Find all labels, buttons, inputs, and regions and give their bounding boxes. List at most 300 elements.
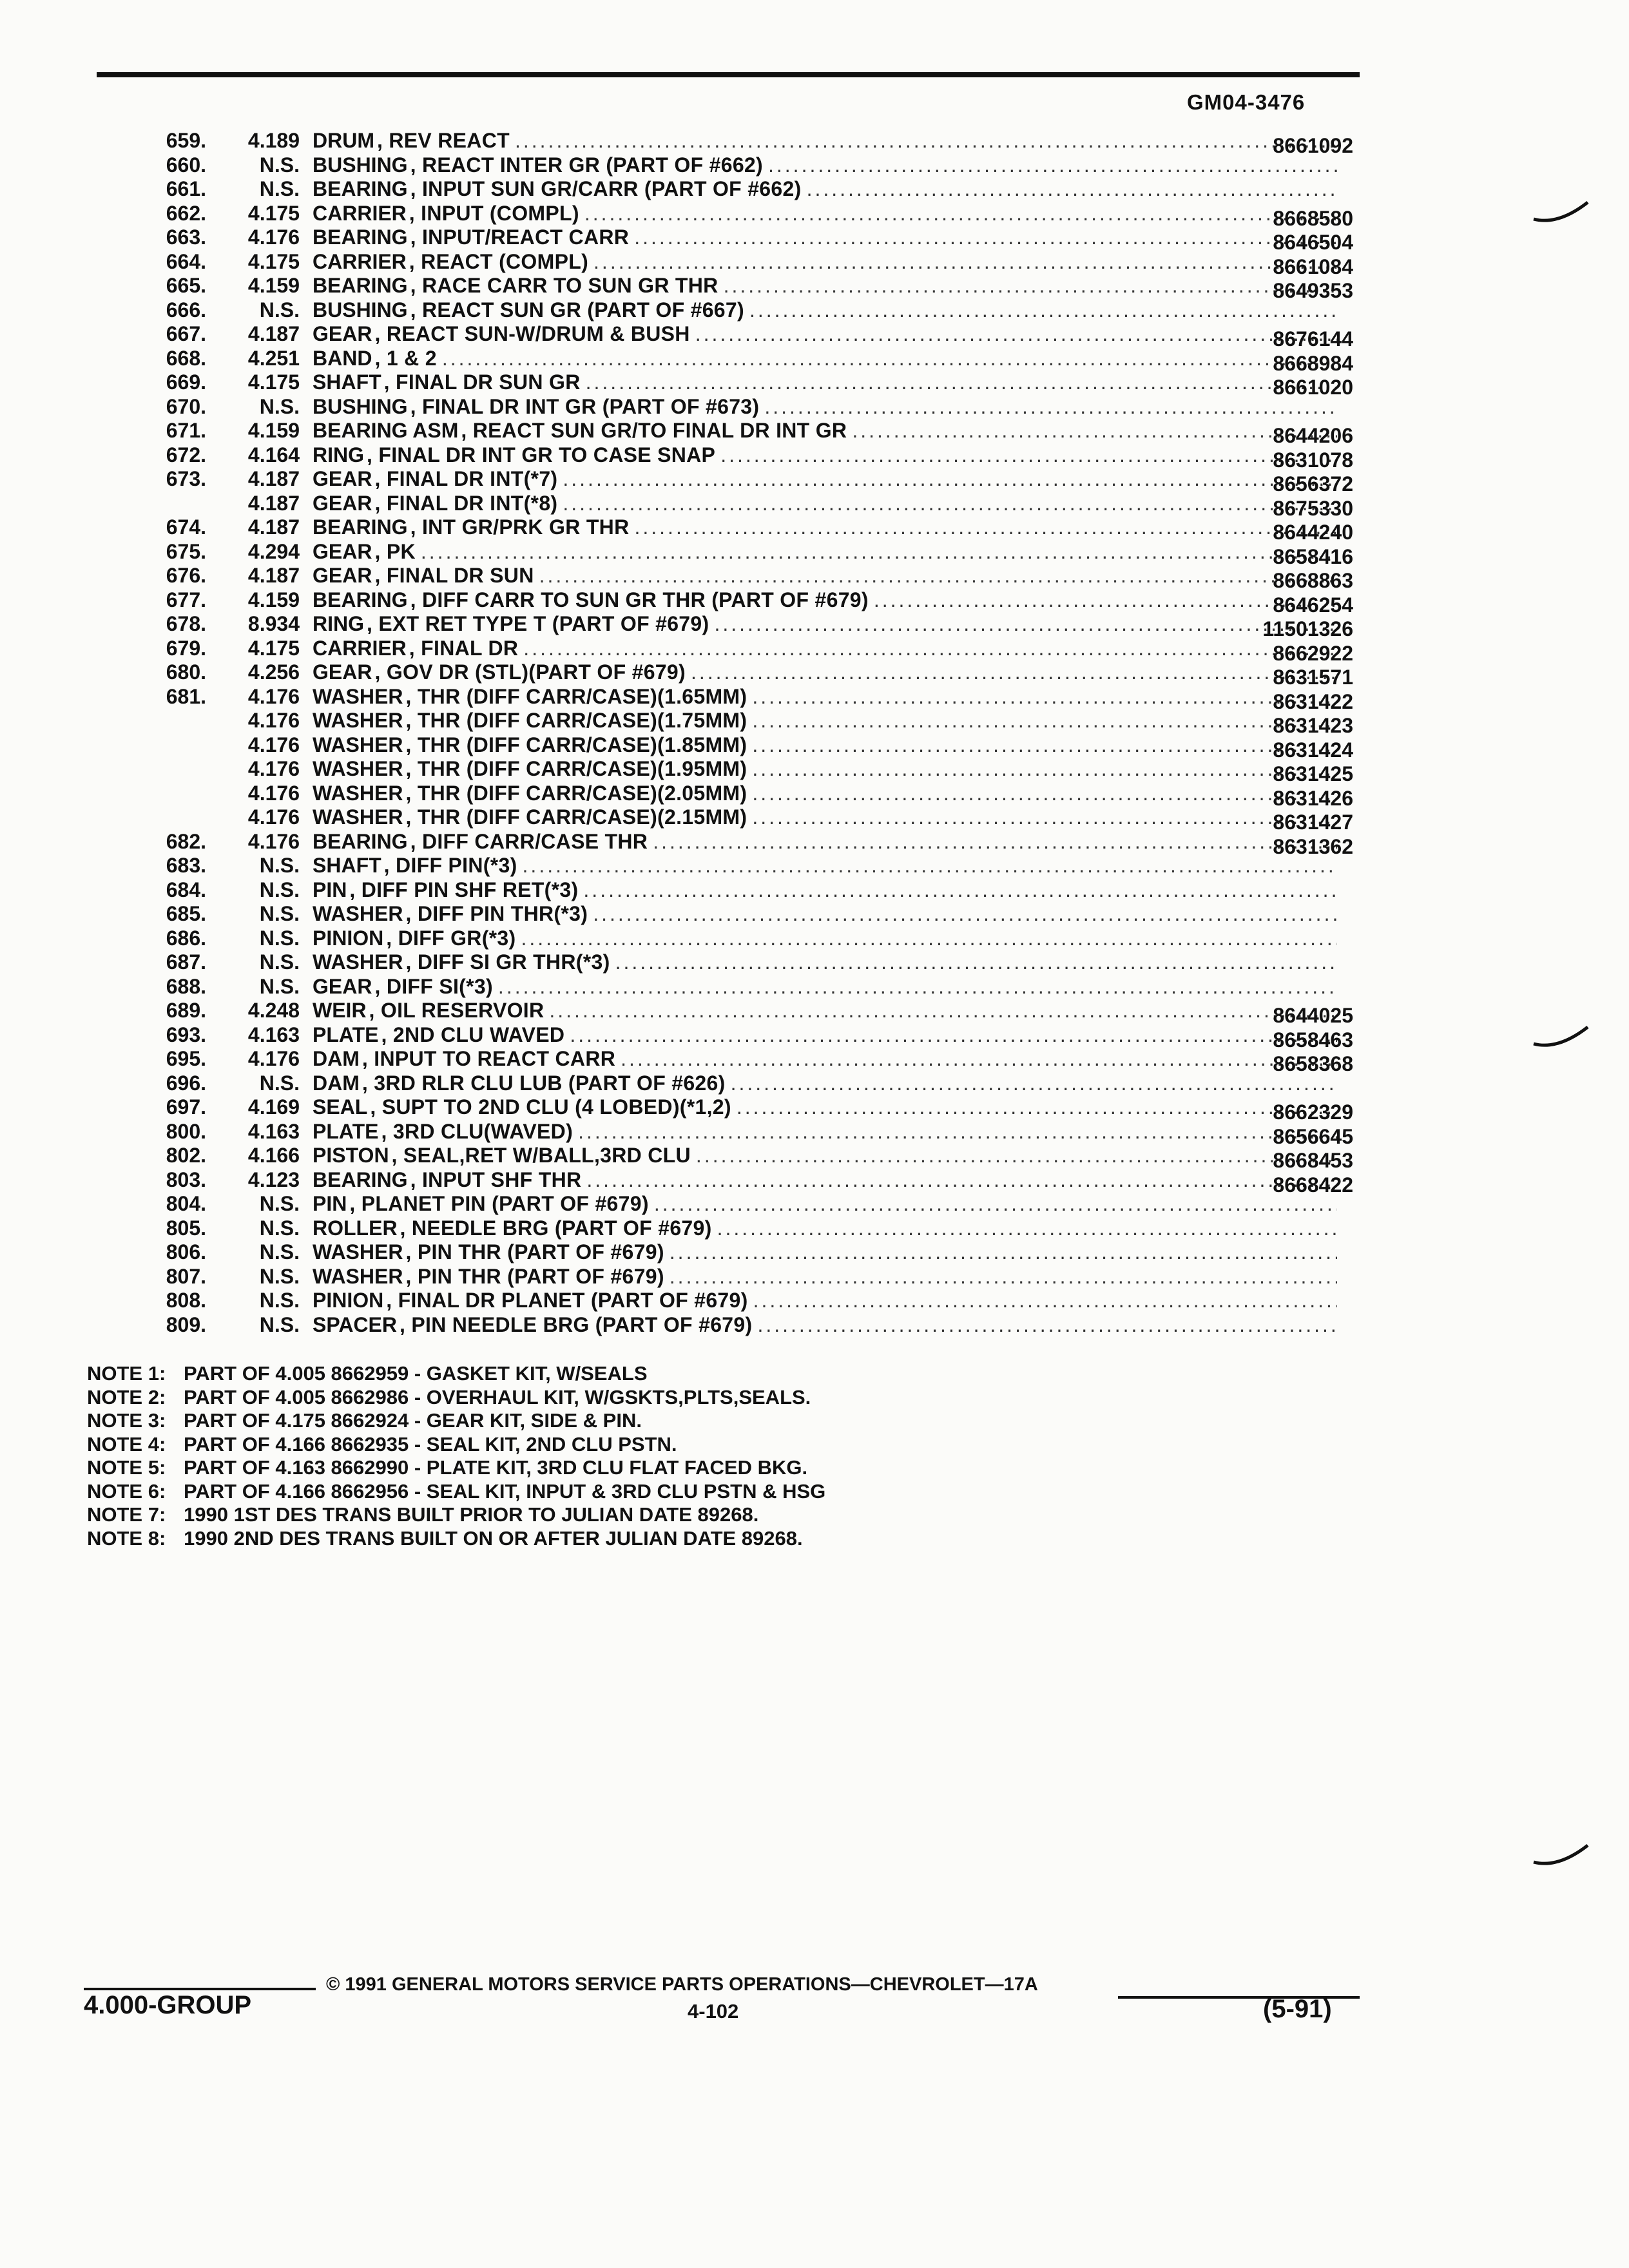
part-row: [122, 878, 1360, 903]
page-number: 4-102: [688, 2000, 739, 2023]
item-number: 676.: [166, 564, 206, 587]
part-description: [313, 564, 1337, 588]
part-name: BEARING ASM: [313, 419, 459, 442]
part-number: 8658368: [1273, 1052, 1353, 1075]
part-number: 8668453: [1273, 1149, 1353, 1172]
dot-leader: [578, 878, 1337, 902]
part-row: [122, 829, 1360, 858]
dot-leader: [763, 153, 1337, 177]
part-row: [122, 491, 1360, 520]
group-number: 4.187: [247, 491, 300, 515]
group-number: 4.176: [247, 757, 300, 780]
part-row: [122, 1072, 1360, 1096]
dot-leader: [664, 1265, 1337, 1289]
part-detail: , SEAL,RET W/BALL,3RD CLU: [391, 1144, 691, 1167]
part-number: 8661092: [1273, 134, 1353, 157]
part-number: 8675330: [1273, 496, 1353, 520]
part-name: GEAR: [313, 974, 372, 998]
part-detail: , PK: [374, 539, 416, 563]
part-detail: , NEEDLE BRG (PART OF #679): [400, 1216, 712, 1240]
part-row: [122, 1168, 1360, 1196]
part-row: [122, 467, 1360, 495]
part-detail: , DIFF PIN THR(*3): [405, 902, 588, 925]
part-number: 8658463: [1273, 1028, 1353, 1052]
part-name: BUSHING: [313, 298, 408, 322]
part-description: [313, 1047, 1337, 1071]
part-name: WEIR: [313, 999, 367, 1022]
note-line: [87, 1386, 825, 1410]
dot-leader: [557, 467, 1337, 491]
group-number: 4.176: [247, 226, 300, 249]
part-row: [122, 322, 1360, 351]
item-number: 680.: [166, 660, 206, 684]
item-number: 660.: [166, 153, 206, 177]
note-text: PART OF 4.166 8662935 - SEAL KIT, 2ND CLU PSTN.: [184, 1432, 677, 1456]
footer-group: 4.000-GROUP: [84, 1991, 252, 2019]
footer-date: (5-91): [1263, 1995, 1332, 2023]
note-label: NOTE 6:: [87, 1479, 166, 1503]
item-number: 659.: [166, 129, 206, 152]
part-row: [122, 419, 1360, 447]
part-name: SPACER: [313, 1312, 397, 1336]
part-row: [122, 1216, 1360, 1241]
group-number: 4.123: [247, 1168, 300, 1191]
part-name: PINION: [313, 1289, 384, 1312]
item-number: 667.: [166, 322, 206, 345]
part-detail: , INPUT TO REACT CARR: [361, 1047, 616, 1070]
part-number: 8631078: [1273, 448, 1353, 472]
part-row: [122, 733, 1360, 762]
dot-leader: [649, 1192, 1337, 1216]
note-line: [87, 1456, 825, 1480]
note-text: PART OF 4.005 8662986 - OVERHAUL KIT, W/GSKTS,PLTS,SEALS.: [184, 1385, 811, 1408]
group-number: 4.159: [247, 588, 300, 611]
part-description: [313, 975, 1337, 999]
item-number: 666.: [166, 298, 206, 322]
part-name: CARRIER: [313, 636, 407, 660]
group-number: 4.187: [247, 564, 300, 587]
part-name: CARRIER: [313, 249, 407, 273]
note-line: [87, 1480, 825, 1504]
note-label: NOTE 3:: [87, 1409, 166, 1432]
group-number: 4.175: [247, 249, 300, 273]
part-row: [122, 129, 1360, 157]
part-row: [122, 1023, 1360, 1052]
part-row: [122, 153, 1360, 178]
group-number: 4.166: [247, 1144, 300, 1167]
item-number: 679.: [166, 636, 206, 660]
part-name: GEAR: [313, 491, 372, 515]
item-number: 686.: [166, 926, 206, 950]
part-number: 8631425: [1273, 762, 1353, 785]
dot-leader: [416, 540, 1337, 564]
part-description: [313, 1023, 1337, 1047]
group-number: N.S.: [259, 177, 300, 200]
dot-leader: [544, 999, 1337, 1023]
part-description: [313, 298, 1337, 322]
part-row: [122, 660, 1360, 689]
item-number: 688.: [166, 974, 206, 998]
part-row: [122, 684, 1360, 713]
group-number: 4.176: [247, 829, 300, 853]
part-detail: , GOV DR (STL)(PART OF #679): [374, 660, 686, 684]
note-text: 1990 1ST DES TRANS BUILT PRIOR TO JULIAN DATE 89268.: [184, 1503, 759, 1526]
part-description: [313, 709, 1337, 733]
part-number: 8649353: [1273, 279, 1353, 302]
part-description: [313, 540, 1337, 564]
part-detail: , DIFF GR(*3): [386, 926, 516, 950]
part-number: 8644206: [1273, 424, 1353, 447]
group-number: N.S.: [259, 1216, 300, 1240]
part-name: WASHER: [313, 684, 403, 708]
part-detail: , INPUT/REACT CARR: [410, 226, 630, 249]
part-row: [122, 539, 1360, 568]
part-row: [122, 249, 1360, 278]
part-detail: , PIN THR (PART OF #679): [405, 1264, 664, 1288]
part-detail: , REACT (COMPL): [409, 249, 589, 273]
part-name: WASHER: [313, 781, 403, 805]
part-number: 8631362: [1273, 834, 1353, 858]
part-detail: , INPUT SUN GR/CARR (PART OF #662): [410, 177, 802, 200]
part-description: [313, 878, 1337, 902]
item-number: 697.: [166, 1095, 206, 1119]
item-number: 673.: [166, 467, 206, 490]
group-number: N.S.: [259, 926, 300, 950]
item-number: 683.: [166, 854, 206, 877]
part-detail: , DIFF SI(*3): [374, 974, 493, 998]
note-text: 1990 2ND DES TRANS BUILT ON OR AFTER JULIAN DATE 89268.: [184, 1526, 803, 1550]
dot-leader: [516, 927, 1337, 950]
part-description: [313, 1192, 1337, 1216]
part-row: [122, 346, 1360, 375]
part-name: GEAR: [313, 660, 372, 684]
part-name: ROLLER: [313, 1216, 398, 1240]
part-detail: , THR (DIFF CARR/CASE)(1.95MM): [405, 757, 747, 780]
item-number: 681.: [166, 684, 206, 708]
part-detail: , OIL RESERVOIR: [369, 999, 545, 1022]
group-number: N.S.: [259, 1312, 300, 1336]
part-detail: , PLANET PIN (PART OF #679): [349, 1192, 649, 1215]
part-row: [122, 1192, 1360, 1216]
item-number: 670.: [166, 394, 206, 418]
group-number: N.S.: [259, 298, 300, 322]
group-number: N.S.: [259, 1240, 300, 1264]
part-row: [122, 564, 1360, 592]
part-detail: , DIFF SI GR THR(*3): [405, 950, 610, 974]
group-number: 4.187: [247, 515, 300, 539]
part-detail: , REACT SUN GR/TO FINAL DR INT GR: [461, 419, 847, 442]
item-number: 807.: [166, 1264, 206, 1288]
part-number: 8662329: [1273, 1100, 1353, 1124]
group-number: N.S.: [259, 950, 300, 974]
part-description: [313, 1144, 1337, 1168]
group-number: 4.176: [247, 733, 300, 756]
part-row: [122, 515, 1360, 544]
part-name: PINION: [313, 926, 384, 950]
part-detail: , DIFF PIN SHF RET(*3): [349, 878, 579, 901]
top-rule: [97, 72, 1360, 77]
part-description: [313, 1072, 1337, 1095]
item-number: 675.: [166, 539, 206, 563]
part-detail: , FINAL DR: [409, 636, 519, 660]
note-line: [87, 1362, 825, 1386]
item-number: 672.: [166, 443, 206, 466]
note-label: NOTE 4:: [87, 1432, 166, 1456]
part-row: [122, 1095, 1360, 1124]
group-number: 4.175: [247, 636, 300, 660]
part-description: [313, 274, 1337, 298]
part-description: [313, 733, 1337, 757]
part-name: BEARING: [313, 177, 408, 200]
part-detail: , RACE CARR TO SUN GR THR: [410, 274, 718, 297]
part-description: [313, 492, 1337, 515]
part-row: [122, 781, 1360, 810]
part-row: [122, 1119, 1360, 1148]
group-number: 4.176: [247, 1047, 300, 1070]
part-row: [122, 999, 1360, 1027]
part-row: [122, 443, 1360, 472]
group-number: 4.164: [247, 443, 300, 466]
part-row: [122, 854, 1360, 878]
item-number: 808.: [166, 1289, 206, 1312]
dot-leader: [752, 1313, 1337, 1337]
item-number: 802.: [166, 1144, 206, 1167]
group-number: N.S.: [259, 153, 300, 177]
part-detail: , INPUT SHF THR: [410, 1168, 582, 1191]
item-number: 669.: [166, 370, 206, 394]
part-detail: , PIN THR (PART OF #679): [405, 1240, 664, 1264]
note-text: PART OF 4.005 8662959 - GASKET KIT, W/SEALS: [184, 1362, 648, 1385]
group-number: 4.163: [247, 1119, 300, 1143]
note-text: PART OF 4.166 8662956 - SEAL KIT, INPUT & 3RD CLU PSTN & HSG: [184, 1479, 826, 1503]
note-line: [87, 1433, 825, 1457]
part-row: [122, 975, 1360, 999]
part-description: [313, 637, 1337, 660]
part-description: [313, 419, 1337, 443]
part-number: 11501326: [1262, 617, 1353, 640]
part-name: SHAFT: [313, 854, 381, 877]
part-detail: , FINAL DR INT GR TO CASE SNAP: [367, 443, 716, 466]
group-number: 4.187: [247, 322, 300, 345]
part-name: BEARING: [313, 829, 408, 853]
part-name: GEAR: [313, 539, 372, 563]
dot-leader: [534, 564, 1337, 588]
part-row: [122, 201, 1360, 230]
item-number: 682.: [166, 829, 206, 853]
part-detail: , FINAL DR SUN: [374, 564, 534, 587]
part-row: [122, 298, 1360, 323]
item-number: 804.: [166, 1192, 206, 1215]
item-number: 668.: [166, 346, 206, 370]
part-detail: , FINAL DR INT GR (PART OF #673): [410, 394, 760, 418]
part-detail: , DIFF CARR/CASE THR: [410, 829, 648, 853]
part-detail: , INT GR/PRK GR THR: [410, 515, 630, 539]
part-name: GEAR: [313, 564, 372, 587]
part-description: [313, 467, 1337, 491]
item-number: 664.: [166, 249, 206, 273]
part-row: [122, 950, 1360, 975]
item-number: 685.: [166, 902, 206, 925]
part-detail: , THR (DIFF CARR/CASE)(1.85MM): [405, 733, 747, 756]
part-number: 8661020: [1273, 376, 1353, 399]
group-number: N.S.: [259, 1289, 300, 1312]
part-number: 8661084: [1273, 255, 1353, 278]
item-number: 693.: [166, 1023, 206, 1046]
part-row: [122, 1313, 1360, 1338]
footer-copyright: © 1991 GENERAL MOTORS SERVICE PARTS OPERATIONS—CHEVROLET—17A: [326, 1974, 1038, 1995]
note-label: NOTE 5:: [87, 1456, 166, 1479]
part-description: [313, 854, 1337, 878]
part-description: [313, 805, 1337, 829]
item-number: 689.: [166, 999, 206, 1022]
group-number: 4.248: [247, 999, 300, 1022]
part-description: [313, 588, 1337, 612]
part-detail: , EXT RET TYPE T (PART OF #679): [367, 612, 709, 635]
part-row: [122, 1047, 1360, 1075]
part-description: [313, 1120, 1337, 1144]
group-number: 4.169: [247, 1095, 300, 1119]
part-name: WASHER: [313, 733, 403, 756]
dot-leader: [493, 975, 1337, 999]
part-description: [313, 370, 1337, 394]
part-description: [313, 347, 1337, 370]
part-number: 8656372: [1273, 472, 1353, 495]
dot-leader: [610, 950, 1337, 974]
part-name: PISTON: [313, 1144, 389, 1167]
group-number: N.S.: [259, 1071, 300, 1095]
part-name: DAM: [313, 1047, 360, 1070]
part-row: [122, 226, 1360, 254]
part-detail: , SUPT TO 2ND CLU (4 LOBED)(*1,2): [370, 1095, 731, 1119]
part-row: [122, 612, 1360, 640]
part-name: PLATE: [313, 1023, 379, 1046]
part-description: [313, 927, 1337, 950]
part-number: 8631424: [1273, 738, 1353, 762]
part-name: RING: [313, 612, 364, 635]
part-description: [313, 660, 1337, 684]
part-description: [313, 395, 1337, 419]
group-number: 8.934: [247, 612, 300, 635]
note-label: NOTE 8:: [87, 1526, 166, 1550]
part-name: WASHER: [313, 902, 403, 925]
part-description: [313, 129, 1337, 153]
part-number: 8662922: [1273, 641, 1353, 665]
part-row: [122, 1144, 1360, 1172]
dot-leader: [518, 637, 1337, 660]
part-description: [313, 322, 1337, 346]
note-label: NOTE 7:: [87, 1503, 166, 1526]
item-number: 695.: [166, 1047, 206, 1070]
item-number: 661.: [166, 177, 206, 200]
group-number: N.S.: [259, 974, 300, 998]
part-row: [122, 370, 1360, 399]
part-row: [122, 927, 1360, 951]
group-number: 4.176: [247, 781, 300, 805]
margin-tick-mark: [1532, 1024, 1590, 1057]
dot-leader: [712, 1216, 1337, 1240]
part-name: PIN: [313, 878, 347, 901]
part-detail: , FINAL DR INT(*7): [374, 467, 558, 490]
note-label: NOTE 2:: [87, 1385, 166, 1408]
part-number: 8668984: [1273, 351, 1353, 375]
dot-leader: [588, 902, 1337, 926]
part-description: [313, 612, 1337, 636]
part-name: WASHER: [313, 1240, 403, 1264]
notes-section: [87, 1362, 825, 1550]
item-number: 687.: [166, 950, 206, 974]
footer-rule-left: [84, 1988, 316, 1990]
part-description: [313, 685, 1337, 709]
part-description: [313, 999, 1337, 1023]
part-description: [313, 443, 1337, 467]
part-name: BEARING: [313, 515, 408, 539]
part-detail: , THR (DIFF CARR/CASE)(1.75MM): [405, 709, 747, 732]
group-number: 4.176: [247, 709, 300, 732]
note-text: PART OF 4.175 8662924 - GEAR KIT, SIDE & PIN.: [184, 1409, 642, 1432]
part-description: [313, 1265, 1337, 1289]
group-number: N.S.: [259, 878, 300, 901]
part-description: [313, 950, 1337, 974]
part-number: 8631426: [1273, 786, 1353, 810]
item-number: 677.: [166, 588, 206, 611]
part-detail: , DIFF CARR TO SUN GR THR (PART OF #679): [410, 588, 869, 611]
part-number: 8646254: [1273, 593, 1353, 617]
item-number: 665.: [166, 274, 206, 297]
part-number: 8676144: [1273, 327, 1353, 351]
part-name: PLATE: [313, 1119, 379, 1143]
part-detail: , FINAL DR SUN GR: [383, 370, 581, 394]
part-detail: , REACT SUN-W/DRUM & BUSH: [374, 322, 690, 345]
part-name: DRUM: [313, 129, 374, 152]
part-row: [122, 902, 1360, 927]
dot-leader: [510, 129, 1337, 153]
note-label: NOTE 1:: [87, 1362, 166, 1385]
part-detail: , REACT SUN GR (PART OF #667): [410, 298, 744, 322]
item-number: 806.: [166, 1240, 206, 1264]
group-number: N.S.: [259, 854, 300, 877]
part-name: WASHER: [313, 1264, 403, 1288]
item-number: 800.: [166, 1119, 206, 1143]
note-line: [87, 1503, 825, 1527]
group-number: N.S.: [259, 1192, 300, 1215]
group-number: N.S.: [259, 1264, 300, 1288]
part-name: BEARING: [313, 588, 408, 611]
part-name: BUSHING: [313, 394, 408, 418]
part-description: [313, 1216, 1337, 1240]
part-number: 8658416: [1273, 544, 1353, 568]
item-number: 809.: [166, 1312, 206, 1336]
item-number: 805.: [166, 1216, 206, 1240]
part-name: WASHER: [313, 805, 403, 829]
note-line: [87, 1527, 825, 1551]
part-number: 8644240: [1273, 521, 1353, 544]
part-name: GEAR: [313, 322, 372, 345]
dot-leader: [557, 492, 1337, 515]
part-detail: , 2ND CLU WAVED: [381, 1023, 565, 1046]
group-number: 4.175: [247, 370, 300, 394]
part-description: [313, 757, 1337, 781]
parts-list: [122, 129, 1360, 1337]
dot-leader: [726, 1072, 1337, 1095]
dot-leader: [664, 1240, 1337, 1264]
part-name: BEARING: [313, 1168, 408, 1191]
part-number: 8644025: [1273, 1004, 1353, 1027]
group-number: N.S.: [259, 902, 300, 925]
group-number: 4.251: [247, 346, 300, 370]
part-description: [313, 153, 1337, 177]
part-name: SHAFT: [313, 370, 381, 394]
item-number: 678.: [166, 612, 206, 635]
